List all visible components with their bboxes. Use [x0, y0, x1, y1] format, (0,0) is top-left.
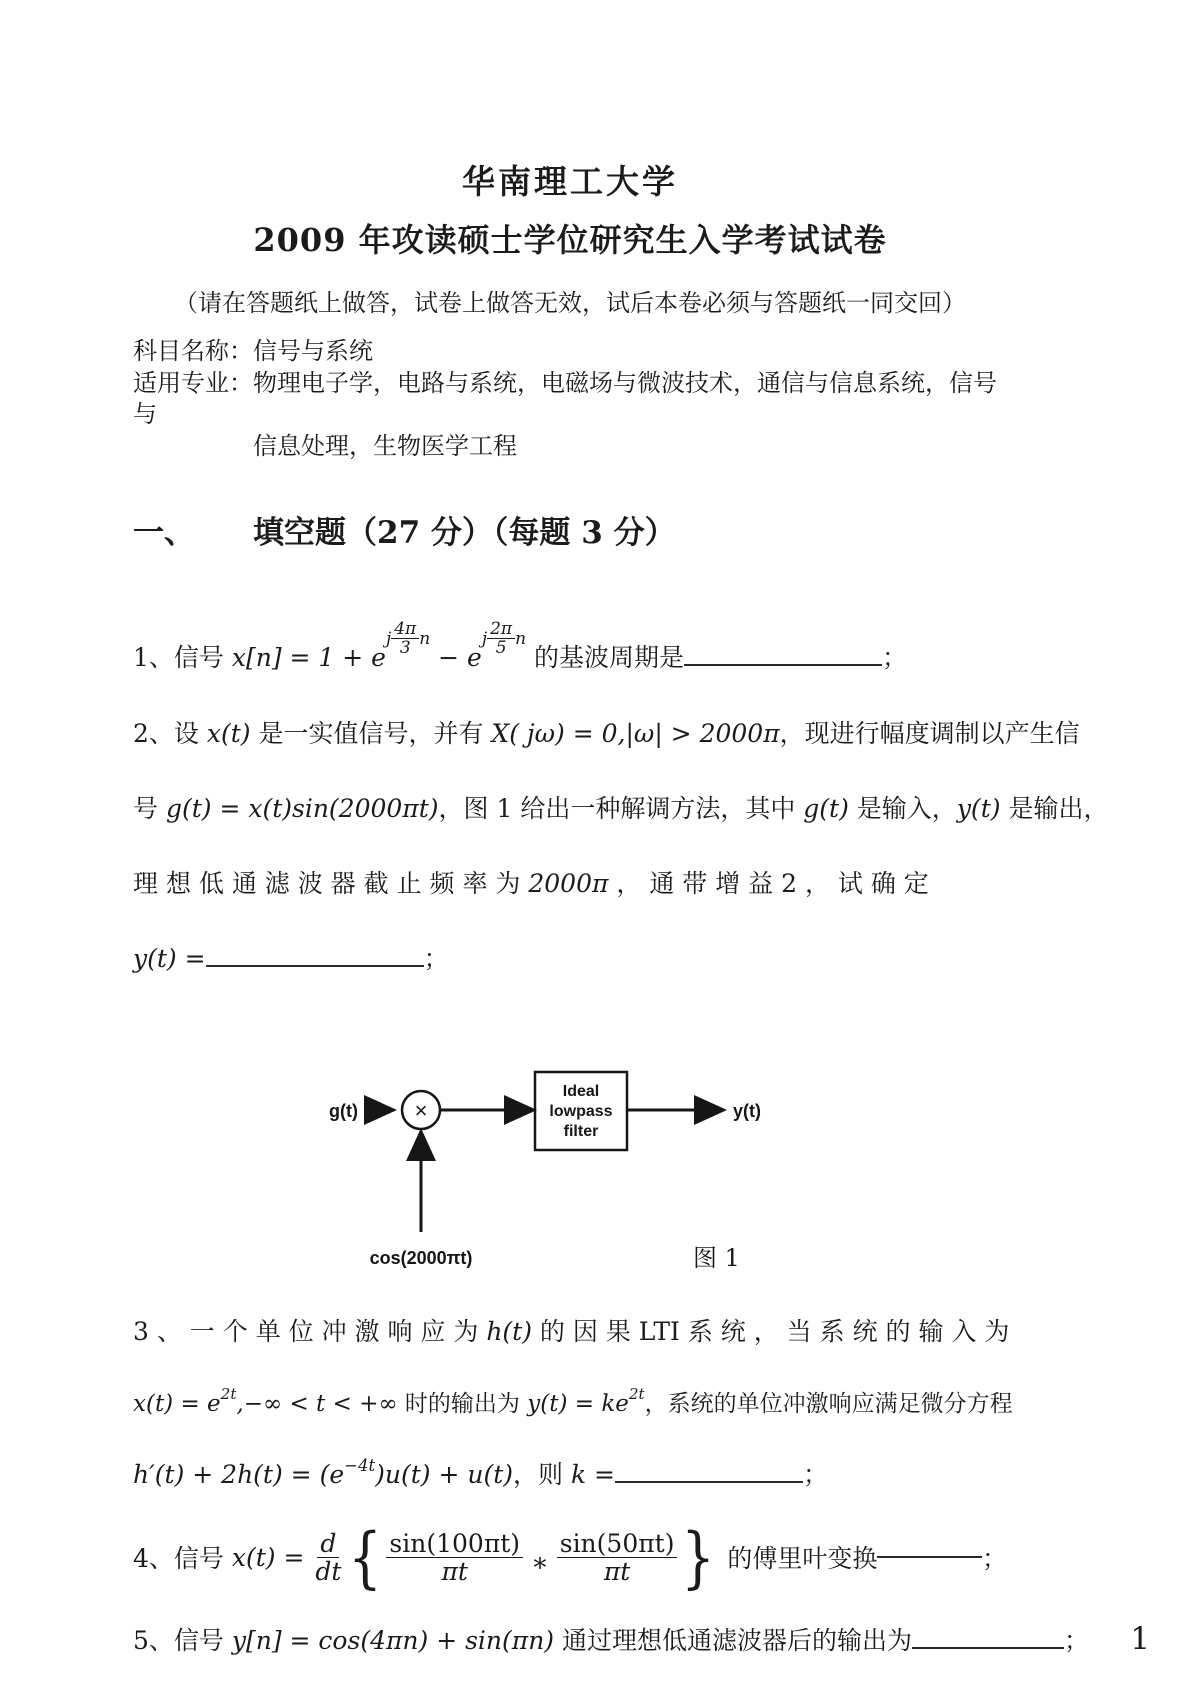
q1-exponent-1: [386, 620, 430, 658]
q2-l2-math2: g(t): [803, 793, 849, 823]
q4-suffix: 的傅里叶变换: [719, 1544, 878, 1574]
q4-open-brace: {: [348, 1518, 383, 1596]
filter-box-label-line1: Ideal: [562, 1082, 600, 1100]
q5-answer-blank: [912, 1647, 1064, 1649]
q2-line-3: [133, 864, 1007, 900]
q1-prefix: 1、信号: [133, 642, 232, 672]
q2-line-1: [133, 714, 1080, 750]
q3-l1-text2: 的 因 果 LTI 系 统 ， 当 系 统 的 输 入 为: [531, 1316, 1010, 1346]
q3-l2-exponent1: 2t: [220, 1384, 237, 1403]
q1-exp1-numerator: 4π: [391, 620, 419, 639]
multiply-icon: ×: [414, 1097, 428, 1123]
q1-exp1-j: j: [385, 628, 392, 649]
figure-input-label: g(t): [329, 1100, 358, 1121]
q4-convolution-star: ∗: [531, 1548, 549, 1579]
q2-l1-text2: 是一实值信号，并有: [250, 718, 492, 748]
q3-semicolon: ；: [803, 1459, 829, 1489]
q1-exp1-fraction: [391, 620, 419, 658]
majors-line-2: 信息处理，生物医学工程: [253, 432, 517, 461]
q3-l3-exponent1: −4t: [344, 1455, 376, 1475]
q2-l2-text2: ，图 1 给出一种解调方法，其中: [438, 793, 804, 823]
q1-exp2-numerator: 2π: [487, 620, 515, 639]
q4-semicolon: ；: [981, 1544, 1007, 1574]
subject-line: 科目名称：信号与系统: [133, 337, 373, 365]
filter-box-label-line3: filter: [563, 1122, 599, 1140]
question-1: [133, 586, 1007, 674]
exam-title: 2009 年攻读硕士学位研究生入学考试试卷: [253, 221, 887, 259]
q4-derivative-fraction: [312, 1530, 344, 1585]
q3-l1-text1: 3 、 一 个 单 位 冲 激 响 应 为: [133, 1316, 487, 1346]
q5-suffix: 通过理想低通滤波器后的输出为: [554, 1625, 913, 1655]
answer-instructions-note: （请在答题纸上做答，试卷上做答无效，试后本卷必须与答题纸一同交回）: [174, 289, 966, 317]
figure-caption: 图 1: [693, 1243, 740, 1272]
q2-line-2: [133, 789, 1109, 825]
q2-l1-math2: X( jω) = 0,|ω| > 2000π: [491, 718, 780, 748]
section-heading: [133, 507, 1007, 552]
q2-semicolon: ；: [423, 943, 449, 973]
q1-exponent-2: [482, 620, 526, 658]
q3-l3-text1: ，则: [513, 1459, 571, 1489]
q4-answer-blank: [877, 1556, 982, 1558]
q2-line-4: [133, 939, 1007, 975]
university-title: 华南理工大学: [462, 162, 678, 201]
q1-formula-part1: x[n] = 1 + e: [231, 642, 386, 672]
q2-l2-text4: 是输出，: [1000, 793, 1109, 823]
q2-l2-text1: 号: [133, 793, 166, 823]
q4-frac2-denominator: πt: [603, 1556, 631, 1586]
q3-l2-math1: x(t) = e: [133, 1390, 221, 1417]
filter-box-label-line2: lowpass: [549, 1102, 613, 1120]
q4-math1: x(t) =: [231, 1542, 313, 1572]
q4-fraction-1: [386, 1530, 523, 1585]
carrier-label: cos(2000πt): [369, 1247, 473, 1268]
q2-l3-text1: 理 想 低 通 滤 波 器 截 止 频 率 为: [133, 868, 529, 898]
q3-l3-math2: )u(t) + u(t): [375, 1459, 513, 1489]
q4-fraction-2: [557, 1530, 678, 1585]
q3-l3-math3: k =: [570, 1459, 615, 1489]
q5-semicolon: ；: [1064, 1625, 1090, 1655]
q3-l2-exponent2: 2t: [628, 1384, 645, 1403]
q5-prefix: 5、信号: [133, 1625, 232, 1655]
q3-l3-math1: h′(t) + 2h(t) = (e: [133, 1459, 345, 1489]
q2-l1-math1: x(t): [206, 718, 251, 748]
question-3: [133, 1312, 1013, 1491]
q4-frac1-denominator: πt: [441, 1556, 468, 1586]
q2-l4-math1: y(t) =: [133, 943, 206, 973]
q2-l3-text2: ， 通 带 增 益 2 ， 试 确 定: [608, 868, 929, 898]
q3-line-1: [133, 1312, 1010, 1348]
q4-dfrac-denominator: dt: [315, 1556, 342, 1586]
q4-close-brace: }: [681, 1518, 716, 1596]
q1-exp2-fraction: [487, 620, 515, 658]
figure-1-diagram: [133, 1014, 1007, 1286]
q3-line-2: [133, 1384, 1013, 1418]
q3-l1-math1: h(t): [486, 1316, 532, 1346]
q1-suffix: 的基波周期是: [526, 642, 685, 672]
q1-answer-blank: [684, 664, 882, 666]
majors-line-1: 适用专业：物理电子学，电路与系统，电磁场与微波技术，通信与信息系统，信号与: [133, 368, 997, 429]
q3-l2-text1: 时的输出为: [397, 1390, 528, 1417]
q3-l2-math3: y(t) = ke: [527, 1390, 629, 1417]
q2-l2-math3: y(t): [956, 793, 1001, 823]
q4-dfrac-numerator: d: [317, 1530, 339, 1558]
q1-exp2-denominator: 5: [495, 638, 507, 659]
q3-l2-math2: ,−∞ < t < +∞: [236, 1390, 398, 1417]
section-number: 一、: [133, 514, 195, 551]
header: [133, 156, 1007, 318]
q3-line-3: [133, 1455, 1007, 1491]
figure-output-label: y(t): [733, 1100, 761, 1121]
q2-answer-blank: [206, 965, 424, 967]
q2-l2-text3: 是输入，: [848, 793, 957, 823]
block-diagram-svg: [133, 1014, 1010, 1286]
q3-l2-text2: ，系统的单位冲激响应满足微分方程: [644, 1390, 1013, 1417]
q1-formula-part2: − e: [430, 642, 482, 672]
question-5: [133, 1621, 1090, 1657]
section-title: 填空题（27 分）（每题 3 分）: [253, 514, 676, 551]
q1-exp1-n: n: [419, 628, 431, 649]
q4-frac2-numerator: sin(50πt): [557, 1530, 678, 1558]
q1-exp2-j: j: [481, 628, 488, 649]
q2-l1-text1: 2、设: [133, 718, 207, 748]
question-2: [133, 714, 1109, 975]
q4-frac1-numerator: sin(100πt): [386, 1530, 523, 1558]
q3-answer-blank: [615, 1481, 803, 1483]
q2-l3-math1: 2000π: [528, 868, 609, 898]
q2-l1-text3: ，现进行幅度调制以产生信: [779, 718, 1080, 748]
q1-exp1-denominator: 3: [399, 638, 411, 659]
q4-prefix: 4、信号: [133, 1544, 232, 1574]
q1-semicolon: ；: [882, 642, 908, 672]
q2-l2-math1: g(t) = x(t)sin(2000πt): [165, 793, 439, 823]
question-4: [133, 1518, 1007, 1596]
page-number: 1: [1130, 1621, 1150, 1657]
exam-meta: [133, 336, 1007, 463]
q1-exp2-n: n: [515, 628, 527, 649]
q5-math1: y[n] = cos(4πn) + sin(πn): [231, 1625, 555, 1655]
